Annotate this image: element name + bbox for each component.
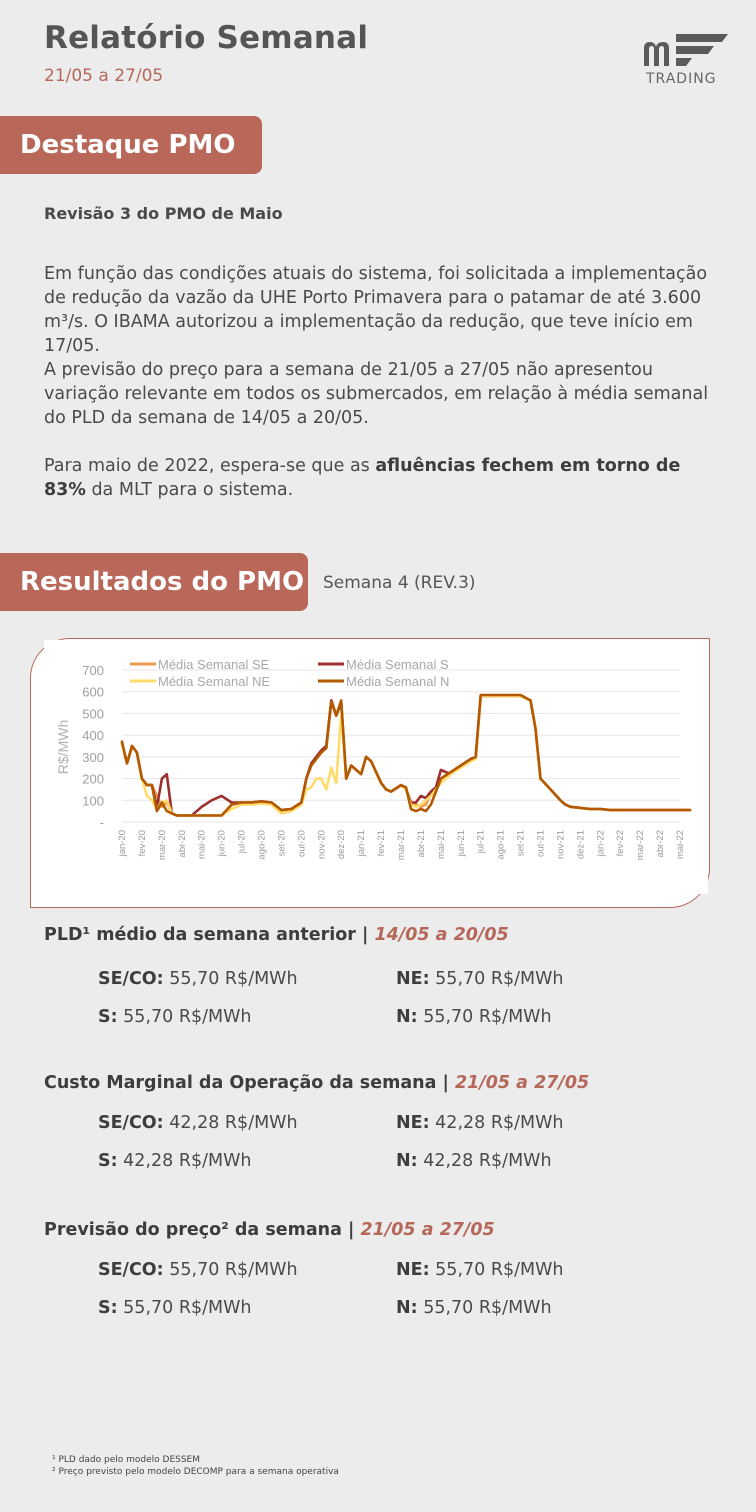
cmo-n-value: 42,28 R$/MWh	[417, 1151, 552, 1171]
cmo-seco	[98, 1113, 298, 1133]
p3-post: da MLT para o sistema.	[85, 480, 294, 500]
x-tick-label: mar-22	[635, 830, 647, 861]
x-tick-label: jun-21	[455, 830, 467, 857]
prev-n	[396, 1298, 552, 1318]
revision-title: Revisão 3 do PMO de Maio	[44, 204, 283, 223]
cmo-seco-key: SE/CO:	[98, 1113, 164, 1133]
week-label: Semana 4 (REV.3)	[323, 573, 476, 593]
x-tick-label: set-21	[515, 830, 527, 857]
pld-seco	[98, 969, 298, 989]
pld-range: 14/05 a 20/05	[374, 925, 509, 945]
destaque-banner: Destaque PMO	[0, 116, 262, 174]
pld-s-value: 55,70 R$/MWh	[117, 1007, 252, 1027]
pld-seco-value: 55,70 R$/MWh	[163, 969, 298, 989]
y-tick-label: 700	[82, 663, 104, 678]
pld-ne-value: 55,70 R$/MWh	[429, 969, 564, 989]
paragraph-3	[44, 454, 724, 502]
cmo-s-value: 42,28 R$/MWh	[117, 1151, 252, 1171]
prev-seco-key: SE/CO:	[98, 1260, 164, 1280]
pld-n-key: N:	[396, 1007, 418, 1027]
prev-title	[44, 1220, 495, 1240]
x-tick-label: out-21	[535, 830, 547, 857]
series-line	[122, 696, 690, 815]
x-tick-label: set-20	[276, 830, 288, 857]
x-tick-label: nov-20	[316, 830, 328, 860]
x-tick-label: mar-21	[396, 830, 407, 861]
pld-ne	[396, 969, 564, 989]
x-tick-label: ago-20	[256, 830, 268, 860]
legend-label: Média Semanal NE	[158, 674, 270, 689]
pld-title-text: PLD¹ médio da semana anterior |	[44, 925, 375, 945]
cmo-seco-value: 42,28 R$/MWh	[163, 1113, 298, 1133]
x-tick-label: mar-20	[156, 830, 168, 861]
series-line	[122, 696, 690, 815]
cmo-range: 21/05 a 27/05	[454, 1073, 590, 1093]
pld-n	[396, 1007, 552, 1027]
pld-seco-key: SE/CO:	[98, 969, 164, 989]
y-tick-label: 300	[82, 749, 104, 765]
p3-pre: Para maio de 2022, espera-se que as	[44, 456, 376, 476]
x-tick-label: nov-21	[555, 830, 567, 860]
report-period: 21/05 a 27/05	[44, 66, 164, 86]
y-tick-label: -	[99, 815, 104, 830]
prev-range: 21/05 a 27/05	[360, 1220, 495, 1240]
y-tick-label: 100	[82, 793, 104, 809]
x-tick-label: abr-22	[655, 830, 667, 858]
x-tick-label: dez-20	[336, 830, 348, 860]
prev-seco	[98, 1260, 298, 1280]
x-tick-label: mai-20	[196, 830, 208, 860]
prev-s-value: 55,70 R$/MWh	[117, 1298, 252, 1318]
cmo-n-key: N:	[396, 1151, 418, 1171]
p3-bold: afluências fechem em torno de 83%	[44, 456, 681, 500]
x-tick-label: mai-22	[675, 830, 686, 860]
cmo-n	[396, 1151, 552, 1171]
y-axis-label: R$/MWh	[55, 719, 71, 775]
x-tick-label: jan-21	[356, 830, 368, 857]
prev-ne	[396, 1260, 564, 1280]
x-tick-label: mai-21	[435, 830, 447, 860]
prev-seco-value: 55,70 R$/MWh	[163, 1260, 298, 1280]
prev-n-value: 55,70 R$/MWh	[417, 1298, 552, 1318]
x-tick-label: abr-20	[176, 830, 188, 858]
cmo-ne	[396, 1113, 564, 1133]
cmo-title	[44, 1073, 589, 1093]
x-tick-label: jan-22	[595, 830, 607, 857]
prev-s-key: S:	[98, 1298, 118, 1318]
footnote-2: ² Preço previsto pelo modelo DECOMP para a semana operativa	[52, 1467, 339, 1477]
x-tick-label: fev-21	[376, 830, 388, 857]
prev-ne-value: 55,70 R$/MWh	[429, 1260, 564, 1280]
x-tick-label: fev-22	[615, 830, 627, 857]
cmo-ne-key: NE:	[396, 1113, 430, 1133]
pld-s	[98, 1007, 252, 1027]
x-tick-label: fev-20	[136, 830, 148, 857]
x-tick-label: jul-21	[475, 830, 487, 854]
x-tick-label: ago-21	[495, 830, 507, 860]
cmo-s	[98, 1151, 252, 1171]
pld-ne-key: NE:	[396, 969, 430, 989]
page-title: Relatório Semanal	[44, 20, 369, 56]
x-tick-label: abr-21	[415, 830, 427, 858]
x-tick-label: jan-20	[117, 830, 128, 857]
legend-label: Média Semanal SE	[158, 657, 270, 672]
x-tick-label: jul-20	[236, 830, 248, 854]
resultados-banner: Resultados do PMO	[0, 553, 308, 611]
cmo-title-text: Custo Marginal da Operação da semana |	[44, 1073, 455, 1093]
paragraph-1: Em função das condições atuais do sistema, foi solicitada a implementação de redução da vazão da UHE Porto Primavera para o patamar de até 3.600 m³/s. O IBAMA autorizou a implementação da redução, que teve início em 17/05.	[44, 264, 708, 356]
prev-ne-key: NE:	[396, 1260, 430, 1280]
prev-n-key: N:	[396, 1298, 418, 1318]
y-tick-label: 600	[82, 684, 104, 700]
paragraph-2: A previsão do preço para a semana de 21/05 a 27/05 não apresentou variação relevante em todos os submercados, em relação à média semanal do PLD da semana de 14/05 a 20/05.	[44, 360, 709, 428]
logo-text: TRADING	[646, 71, 717, 87]
cmo-ne-value: 42,28 R$/MWh	[429, 1113, 564, 1133]
y-tick-label: 500	[82, 706, 104, 722]
pld-n-value: 55,70 R$/MWh	[417, 1007, 552, 1027]
x-tick-label: jun-20	[216, 830, 228, 857]
x-tick-label: dez-21	[575, 830, 587, 860]
price-chart	[44, 640, 708, 894]
x-tick-label: out-20	[296, 830, 308, 857]
prev-s	[98, 1298, 252, 1318]
y-tick-label: 400	[82, 728, 104, 744]
legend-label: Média Semanal S	[346, 657, 449, 672]
prev-title-text: Previsão do preço² da semana |	[44, 1220, 361, 1240]
footnote-1: ¹ PLD dado pelo modelo DESSEM	[52, 1455, 201, 1465]
pld-title	[44, 925, 509, 945]
y-tick-label: 200	[82, 771, 104, 787]
legend-label: Média Semanal N	[346, 674, 450, 689]
series-line	[122, 696, 690, 815]
pld-s-key: S:	[98, 1007, 118, 1027]
cmo-s-key: S:	[98, 1151, 118, 1171]
